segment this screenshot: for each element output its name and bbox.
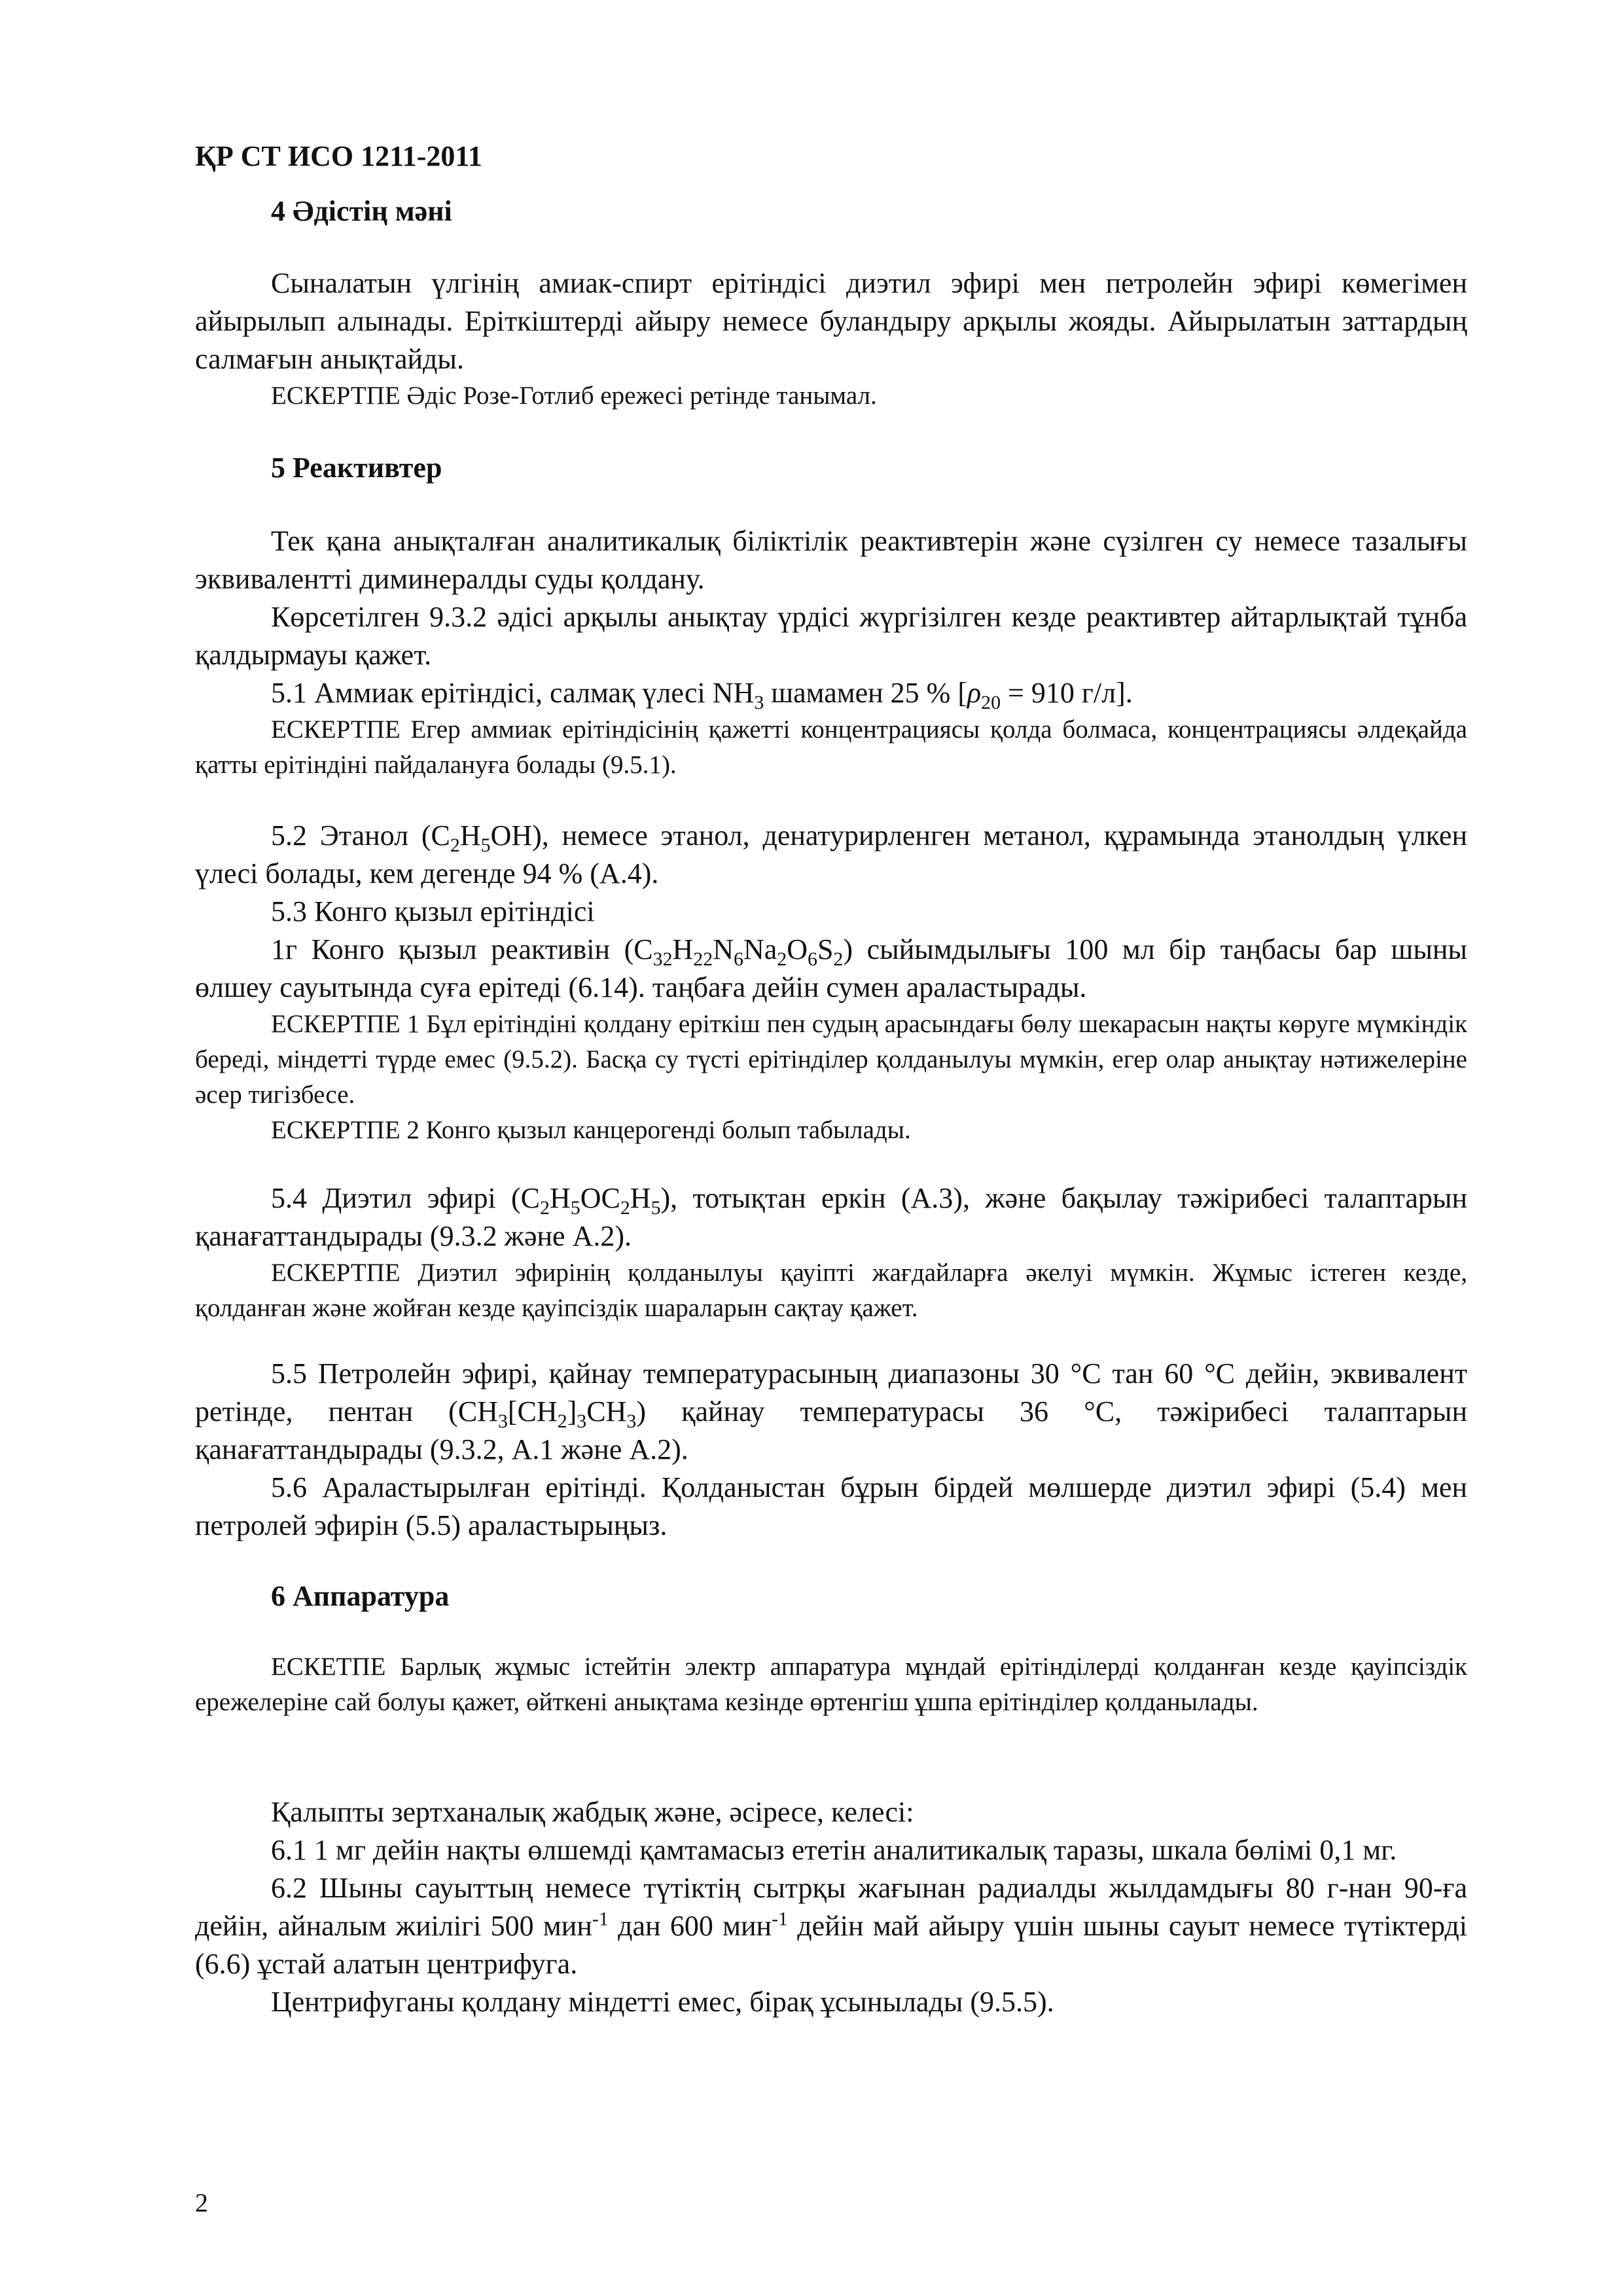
section-5-paragraph-2: Көрсетілген 9.3.2 әдісі арқылы анықтау үрдісі жүргізілген кезде реактивтер айтарлықтай тұнба қалдырмауы қажет.: [195, 601, 1467, 671]
item-5-4-block: [195, 1179, 1467, 1326]
standard-code: ҚР СТ ИСО 1211-2011: [195, 140, 482, 172]
section-6-title: 6 Аппаратура: [271, 1580, 450, 1612]
item-5-5: 5.5 Петролейн эфирі, қайнау температурасының диапазоны 30 °С тан 60 °С дейін, эквивалент ретінде, пентан $(CH_3[CH_2]_3CH_3)$ қайнау температурасы 36 °С, тәжірибесі талаптарын қанағаттандырады (9.3.2, А.1 және А.2).: [195, 1357, 1467, 1465]
section-6-paragraph-2: Центрифуганы қолдану міндетті емес, бірақ ұсынылады (9.5.5).: [271, 1986, 1054, 2018]
document-header: [195, 137, 1467, 175]
section-4-body: [195, 264, 1467, 414]
section-5-paragraph-1: Тек қана анықталған аналитикалық біліктілік реактивтерін және сүзілген су немесе тазалығы эквивалентті диминералды суды қолдану.: [195, 525, 1467, 595]
item-5-4: 5.4 Диэтил эфирі $(C_2H_5OC_2H_5)$, тотықтан еркін (А.3), және бақылау тәжірибесі талаптарын қанағаттандырады (9.3.2 және А.2).: [195, 1182, 1467, 1252]
section-6-paragraph-1: Қалыпты зертханалық жабдық және, әсіресе, келесі:: [271, 1796, 914, 1828]
item-5-3: 5.3 Конго қызыл ерітіндісі: [271, 895, 595, 927]
items-5-5-5-6: [195, 1355, 1467, 1545]
item-5-6: 5.6 Араластырылған ерітінді. Қолданыстан бұрын бірдей мөлшерде диэтил эфирі (5.4) мен петролей эфирін (5.5) араластырыңыз.: [195, 1471, 1467, 1541]
item-5-1-note: ЕСКЕРТПЕ Егер аммиак ерітіндісінің қажетті концентрациясы қолда болмаса, концентрациясы әлдеқайда қатты ерітіндіні пайдалануға болады (9.5.1).: [195, 715, 1467, 779]
item-5-3-note-1: ЕСКЕРТПЕ 1 Бұл ерітіндіні қолдану еріткіш пен судың арасындағы бөлу шекарасын нақты көруге мүмкіндік береді, міндетті түрде емес (9.5.2). Басқа су түсті ерітінділер қолданылуы мүмкін, егер олар анықтау нәтижелеріне әсер тигізбесе.: [195, 1010, 1467, 1109]
item-5-3-paragraph: 1г Конго қызыл реактивін $(C_{32}H_{22}N_6Na_2O_6S_2)$ сыйымдылығы 100 мл бір таңбасы бар шыны өлшеу сауытында суға ерітеді (6.14). таңбаға дейін сумен араластырады.: [195, 933, 1467, 1003]
section-4: [195, 192, 1467, 230]
section-6-body: [195, 1793, 1467, 2021]
section-6: [195, 1577, 1467, 1615]
section-6-note: ЕСКЕТПЕ Барлық жұмыс істейтін электр аппаратура мұндай ерітінділерді қолданған кезде қауіпсіздік ережелеріне сай болуы қажет, өйткені анықтама кезінде өртенгіш ұшпа ерітінділер қолданылады.: [195, 1653, 1467, 1716]
section-5-title: 5 Реактивтер: [271, 452, 442, 484]
section-4-title: 4 Әдістің мәні: [271, 195, 452, 227]
item-5-2: 5.2 Этанол $(C_2H_5OH)$, немесе этанол, денатурирленген метанол, құрамында этанолдың үлкен үлесі болады, кем дегенде 94 % (А.4).: [195, 819, 1468, 889]
section-4-note: ЕСКЕРТПЕ Әдіс Розе-Готлиб ережесі ретінде танымал.: [271, 382, 877, 410]
section-5-body: [195, 522, 1467, 783]
section-5: [195, 449, 1467, 487]
item-5-4-note: ЕСКЕРТПЕ Диэтил эфирінің қолданылуы қауіпті жағдайларға әкелуі мүмкін. Жұмыс істеген кезде, қолданған және жойған кезде қауіпсіздік шараларын сақтау қажет.: [195, 1259, 1467, 1322]
items-5-2-5-3: [195, 817, 1467, 1148]
section-4-paragraph: Сыналатын үлгінің амиак-спирт ерітіндісі диэтил эфирі мен петролейн эфирі көмегімен айырылып алынады. Еріткіштерді айыру немесе буландыру арқылы жояды. Айырылатын заттардың салмағын анықтайды.: [195, 267, 1467, 375]
section-6-note-block: [195, 1649, 1467, 1720]
item-5-1: 5.1 Аммиак ерітіндісі, салмақ үлесі $NH_3$ шамамен 25 % [$\rho_{20} = 910$ г/л].: [271, 677, 1133, 713]
item-6-1: 6.1 1 мг дейін нақты өлшемді қамтамасыз ететін аналитикалық таразы, шкала бөлімі 0,1 мг.: [271, 1834, 1397, 1866]
item-5-3-note-2: ЕСКЕРТПЕ 2 Конго қызыл канцерогенді болып табылады.: [271, 1116, 911, 1144]
page-number: 2: [195, 2188, 208, 2217]
item-6-2: 6.2 Шыны сауыттың немесе түтіктің сытрқы жағынан радиалды жылдамдығы 80 г-нан 90-ға дейін, айналым жиілігі 500 мин$^{-1}$ дан 600 мин$^{-1}$ дейін май айыру үшін шыны сауыт немесе түтіктерді (6.6) ұстай алатын центрифуга.: [195, 1872, 1468, 1980]
